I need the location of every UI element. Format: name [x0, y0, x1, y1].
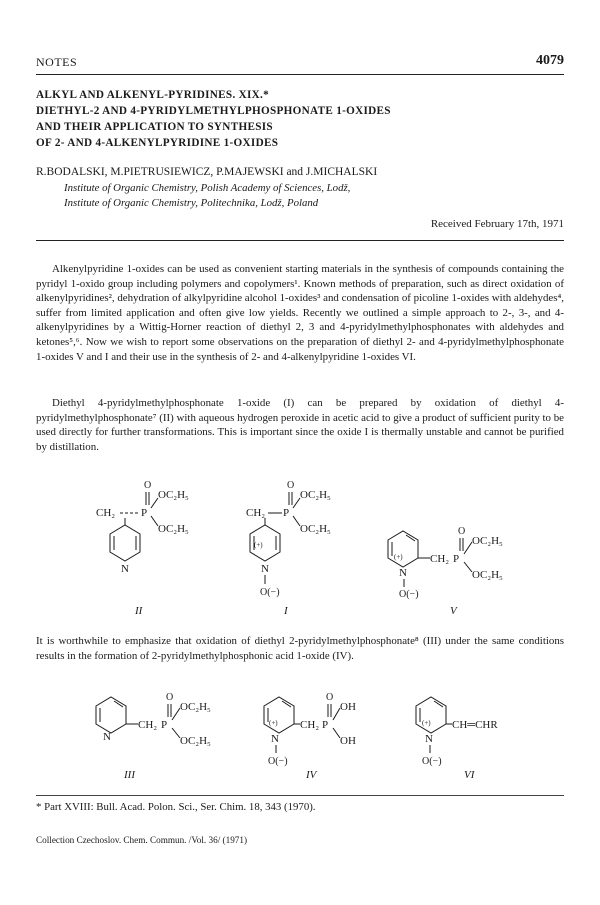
hydroxyl-group: OH	[340, 735, 356, 747]
compound-label-V: V	[450, 605, 457, 617]
phosphorus-atom: P	[161, 719, 168, 731]
ethoxy-group: OC₂H₅	[472, 569, 503, 581]
header-rule	[36, 74, 564, 75]
nitrogen-atom: N	[103, 731, 111, 743]
positive-charge: (+)	[394, 553, 403, 561]
journal-footer: Collection Czechoslov. Chem. Commun. /Vol. 36/ (1971)	[36, 835, 248, 845]
ethoxy-group: OC₂H₅	[300, 489, 331, 501]
phosphoryl-oxygen: O	[458, 526, 466, 537]
ethoxy-group: OC₂H₅	[158, 489, 189, 501]
structure-VI	[408, 680, 548, 790]
positive-charge: (+)	[254, 541, 263, 549]
ethoxy-group: OC₂H₅	[472, 535, 503, 547]
nitrogen-atom: N	[425, 733, 433, 745]
n-oxide-oxygen: O(−)	[260, 587, 280, 598]
phosphoryl-oxygen: O	[166, 692, 174, 703]
paragraph-oxidation: Diethyl 4-pyridylmethylphosphonate 1-oxide (I) can be prepared by oxidation of diethyl 4-pyridylmethylphosphonate⁷ (II) with aqueous hydrogen peroxide in acetic acid to give a product of sufficient purity to be used directly for further transformations. This is important since the oxide I is thermally unstable and cannot be purified by distillation.	[36, 397, 564, 453]
compound-label-IV: IV	[306, 769, 317, 781]
paragraph-intro: Alkenylpyridine 1-oxides can be used as convenient starting materials in the synthesis of compounds containing the pyridyl 1-oxido group including polymers and copolymers¹. Known methods of preparation, such as direct oxidation of alkenylpyridines², dehydration of alkylpyridine alcohol 1-oxides³ and condensation of picoline 1-oxides with aldehydes⁴, suffer from limited application and often give low yields. Recently we outlined a simple approach to 2-, 3-, and 4-alkenylpyridines by a Wittig-Horner reaction of diethyl 2, 3 and 4-pyridylmethylphosphonates with aldehydes and ketones⁵,⁶. Now we wish to report some observations on the preparation of diethyl 2- and 4-pyridylmethylphosphonate 1-oxides V and I and their use in the synthesis of 2- and 4-alkenylpyridine 1-oxides VI.	[36, 263, 564, 363]
title-line-4: OF 2- AND 4-ALKENYLPYRIDINE 1-OXIDES	[36, 137, 279, 149]
phosphorus-atom: P	[141, 507, 148, 519]
ch2-group: CH₂	[138, 719, 158, 731]
ethoxy-group: OC₂H₅	[180, 735, 211, 747]
ethoxy-group: OC₂H₅	[300, 523, 331, 535]
ch2-group: CH₂	[430, 553, 450, 565]
ch2-group: CH₂	[246, 507, 266, 519]
nitrogen-atom: N	[399, 567, 407, 579]
ethoxy-group: OC₂H₅	[158, 523, 189, 535]
footnote: * Part XVIII: Bull. Acad. Polon. Sci., Ser. Chim. 18, 343 (1970).	[36, 801, 316, 813]
ch2-group: CH₂	[300, 719, 320, 731]
n-oxide-oxygen: O(−)	[422, 756, 442, 767]
phosphoryl-oxygen: O	[144, 480, 152, 491]
section-name: NOTES	[36, 55, 78, 69]
phosphoryl-oxygen: O	[326, 692, 334, 703]
structure-IV	[256, 680, 376, 790]
positive-charge: (+)	[269, 719, 278, 727]
vinyl-group: CH═CHR	[452, 719, 498, 731]
footnote-rule	[36, 795, 564, 796]
title-line-2: DIETHYL-2 AND 4-PYRIDYLMETHYLPHOSPHONATE 1-OXIDES	[36, 105, 391, 117]
phosphorus-atom: P	[453, 553, 460, 565]
phosphoryl-oxygen: O	[287, 480, 295, 491]
paragraph-comparison: It is worthwhile to emphasize that oxidation of diethyl 2-pyridylmethylphosphonate⁸ (III) under the same conditions results in the formation of 2-pyridylmethylphosphonic acid 1-oxide (IV).	[36, 635, 564, 662]
ch2-group: CH₂	[96, 507, 116, 519]
affiliation-1: Institute of Organic Chemistry, Polish Academy of Sciences, Lodž,	[64, 182, 351, 194]
phosphorus-atom: P	[283, 507, 290, 519]
compound-label-II: II	[135, 605, 143, 617]
positive-charge: (+)	[422, 719, 431, 727]
title-line-1: ALKYL AND ALKENYL-PYRIDINES. XIX.*	[36, 89, 270, 101]
n-oxide-oxygen: O(−)	[268, 756, 288, 767]
received-date: Received February 17th, 1971	[430, 218, 564, 230]
page-number: 4079	[536, 53, 564, 68]
structure-III	[88, 680, 248, 790]
compound-label-III: III	[124, 769, 135, 781]
hydroxyl-group: OH	[340, 701, 356, 713]
nitrogen-atom: N	[121, 563, 129, 575]
compound-label-VI: VI	[464, 769, 475, 781]
nitrogen-atom: N	[261, 563, 269, 575]
affiliation-2: Institute of Organic Chemistry, Politechnika, Lodž, Poland	[64, 197, 319, 209]
structure-V	[380, 478, 540, 618]
running-header	[36, 55, 564, 73]
ethoxy-group: OC₂H₅	[180, 701, 211, 713]
phosphorus-atom: P	[322, 719, 329, 731]
structure-I	[232, 478, 342, 618]
structure-II	[88, 478, 198, 618]
authors: R.BODALSKI, M.PIETRUSIEWICZ, P.MAJEWSKI and J.MICHALSKI	[36, 166, 378, 178]
compound-label-I: I	[284, 605, 288, 617]
received-rule	[36, 240, 564, 241]
nitrogen-atom: N	[271, 733, 279, 745]
n-oxide-oxygen: O(−)	[399, 589, 419, 600]
title-line-3: AND THEIR APPLICATION TO SYNTHESIS	[36, 121, 273, 133]
